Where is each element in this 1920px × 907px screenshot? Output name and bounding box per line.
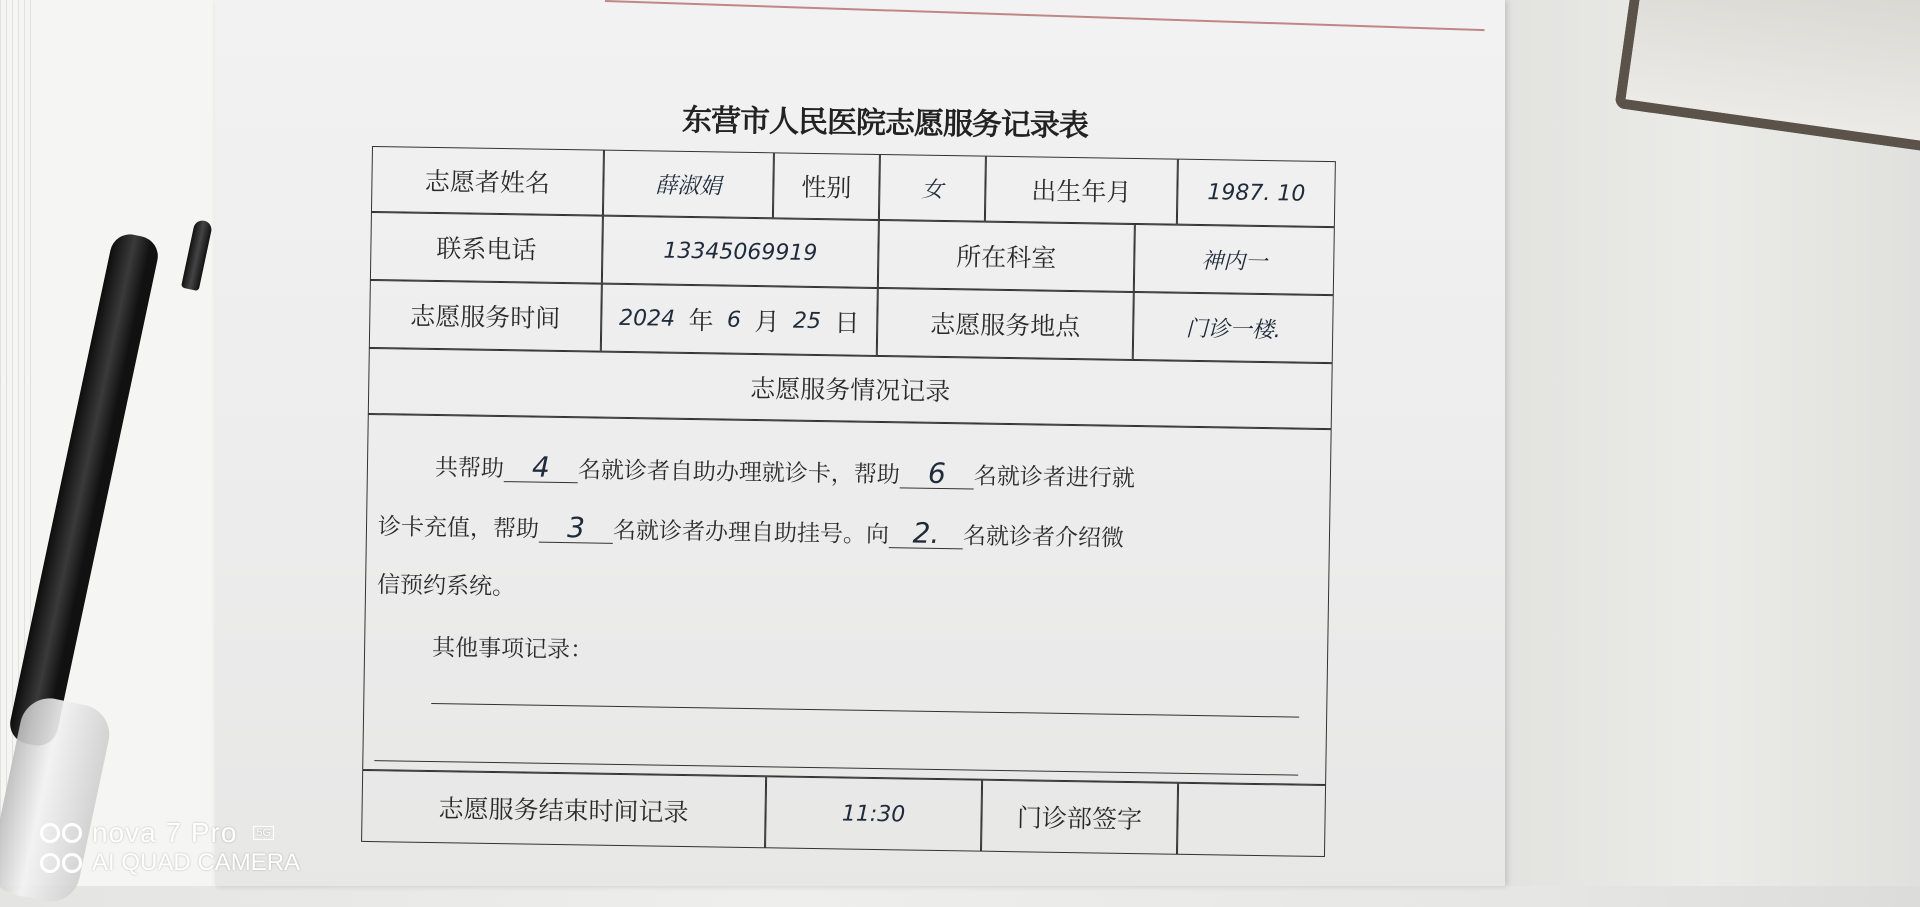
label-birth: 出生年月	[985, 156, 1178, 225]
volunteer-form-table	[361, 146, 1340, 861]
watermark-camera-line	[40, 848, 300, 878]
value-month: 6	[726, 307, 742, 333]
watermark-camera: AI QUAD CAMERA	[92, 849, 301, 876]
value-end-time: 11:30	[765, 776, 982, 851]
label-record-section: 志愿服务情况记录	[368, 348, 1333, 429]
record-text: 名就诊者介绍微	[962, 523, 1125, 552]
watermark-brand: nova 7 Pro	[92, 817, 238, 848]
label-gender: 性别	[773, 152, 880, 220]
record-text: 共帮助	[434, 455, 505, 483]
value-service-place: 门诊一楼.	[1133, 292, 1334, 363]
count-self-register: 3	[539, 514, 613, 544]
count-card-recharge: 6	[900, 459, 974, 489]
label-phone: 联系电话	[370, 212, 603, 284]
label-service-place: 志愿服务地点	[877, 288, 1134, 360]
value-department: 神内一	[1134, 224, 1335, 295]
label-month: 月	[754, 307, 780, 337]
label-year: 年	[688, 305, 714, 336]
record-text: 名就诊者自助办理就诊卡，帮助	[577, 457, 901, 489]
record-text: 诊卡充值，帮助	[377, 514, 540, 543]
record-text: 名就诊者办理自助挂号。向	[612, 517, 890, 549]
count-wechat-intro: 2.	[889, 519, 963, 549]
other-items-label: 其他事项记录：	[431, 635, 594, 664]
quad-camera-logo-icon-2	[40, 853, 82, 873]
watermark-network: 5G	[253, 826, 274, 840]
record-text: 名就诊者进行就	[973, 463, 1136, 493]
label-service-time: 志愿服务时间	[369, 280, 602, 352]
record-line-3: 信预约系统。	[376, 572, 516, 601]
label-end-time: 志愿服务结束时间记录	[361, 770, 766, 848]
value-name: 薛淑娟	[603, 150, 774, 219]
value-service-date	[601, 284, 878, 356]
form-title: 东营市人民医院志愿服务记录表	[681, 103, 1089, 144]
watermark-brand-line	[40, 818, 300, 848]
label-day: 日	[834, 308, 860, 338]
count-card-created: 4	[504, 453, 578, 483]
camera-watermark	[40, 818, 300, 878]
value-day: 25	[792, 308, 822, 334]
value-gender: 女	[879, 154, 986, 222]
value-birth: 1987. 10	[1177, 159, 1336, 227]
value-year: 2024	[618, 305, 676, 332]
value-phone: 13345069919	[602, 216, 879, 288]
quad-camera-logo-icon	[40, 823, 82, 843]
value-outpatient-sign	[1177, 783, 1326, 857]
label-outpatient-sign: 门诊部签字	[981, 780, 1178, 855]
label-department: 所在科室	[878, 220, 1135, 292]
label-name: 志愿者姓名	[371, 146, 604, 216]
